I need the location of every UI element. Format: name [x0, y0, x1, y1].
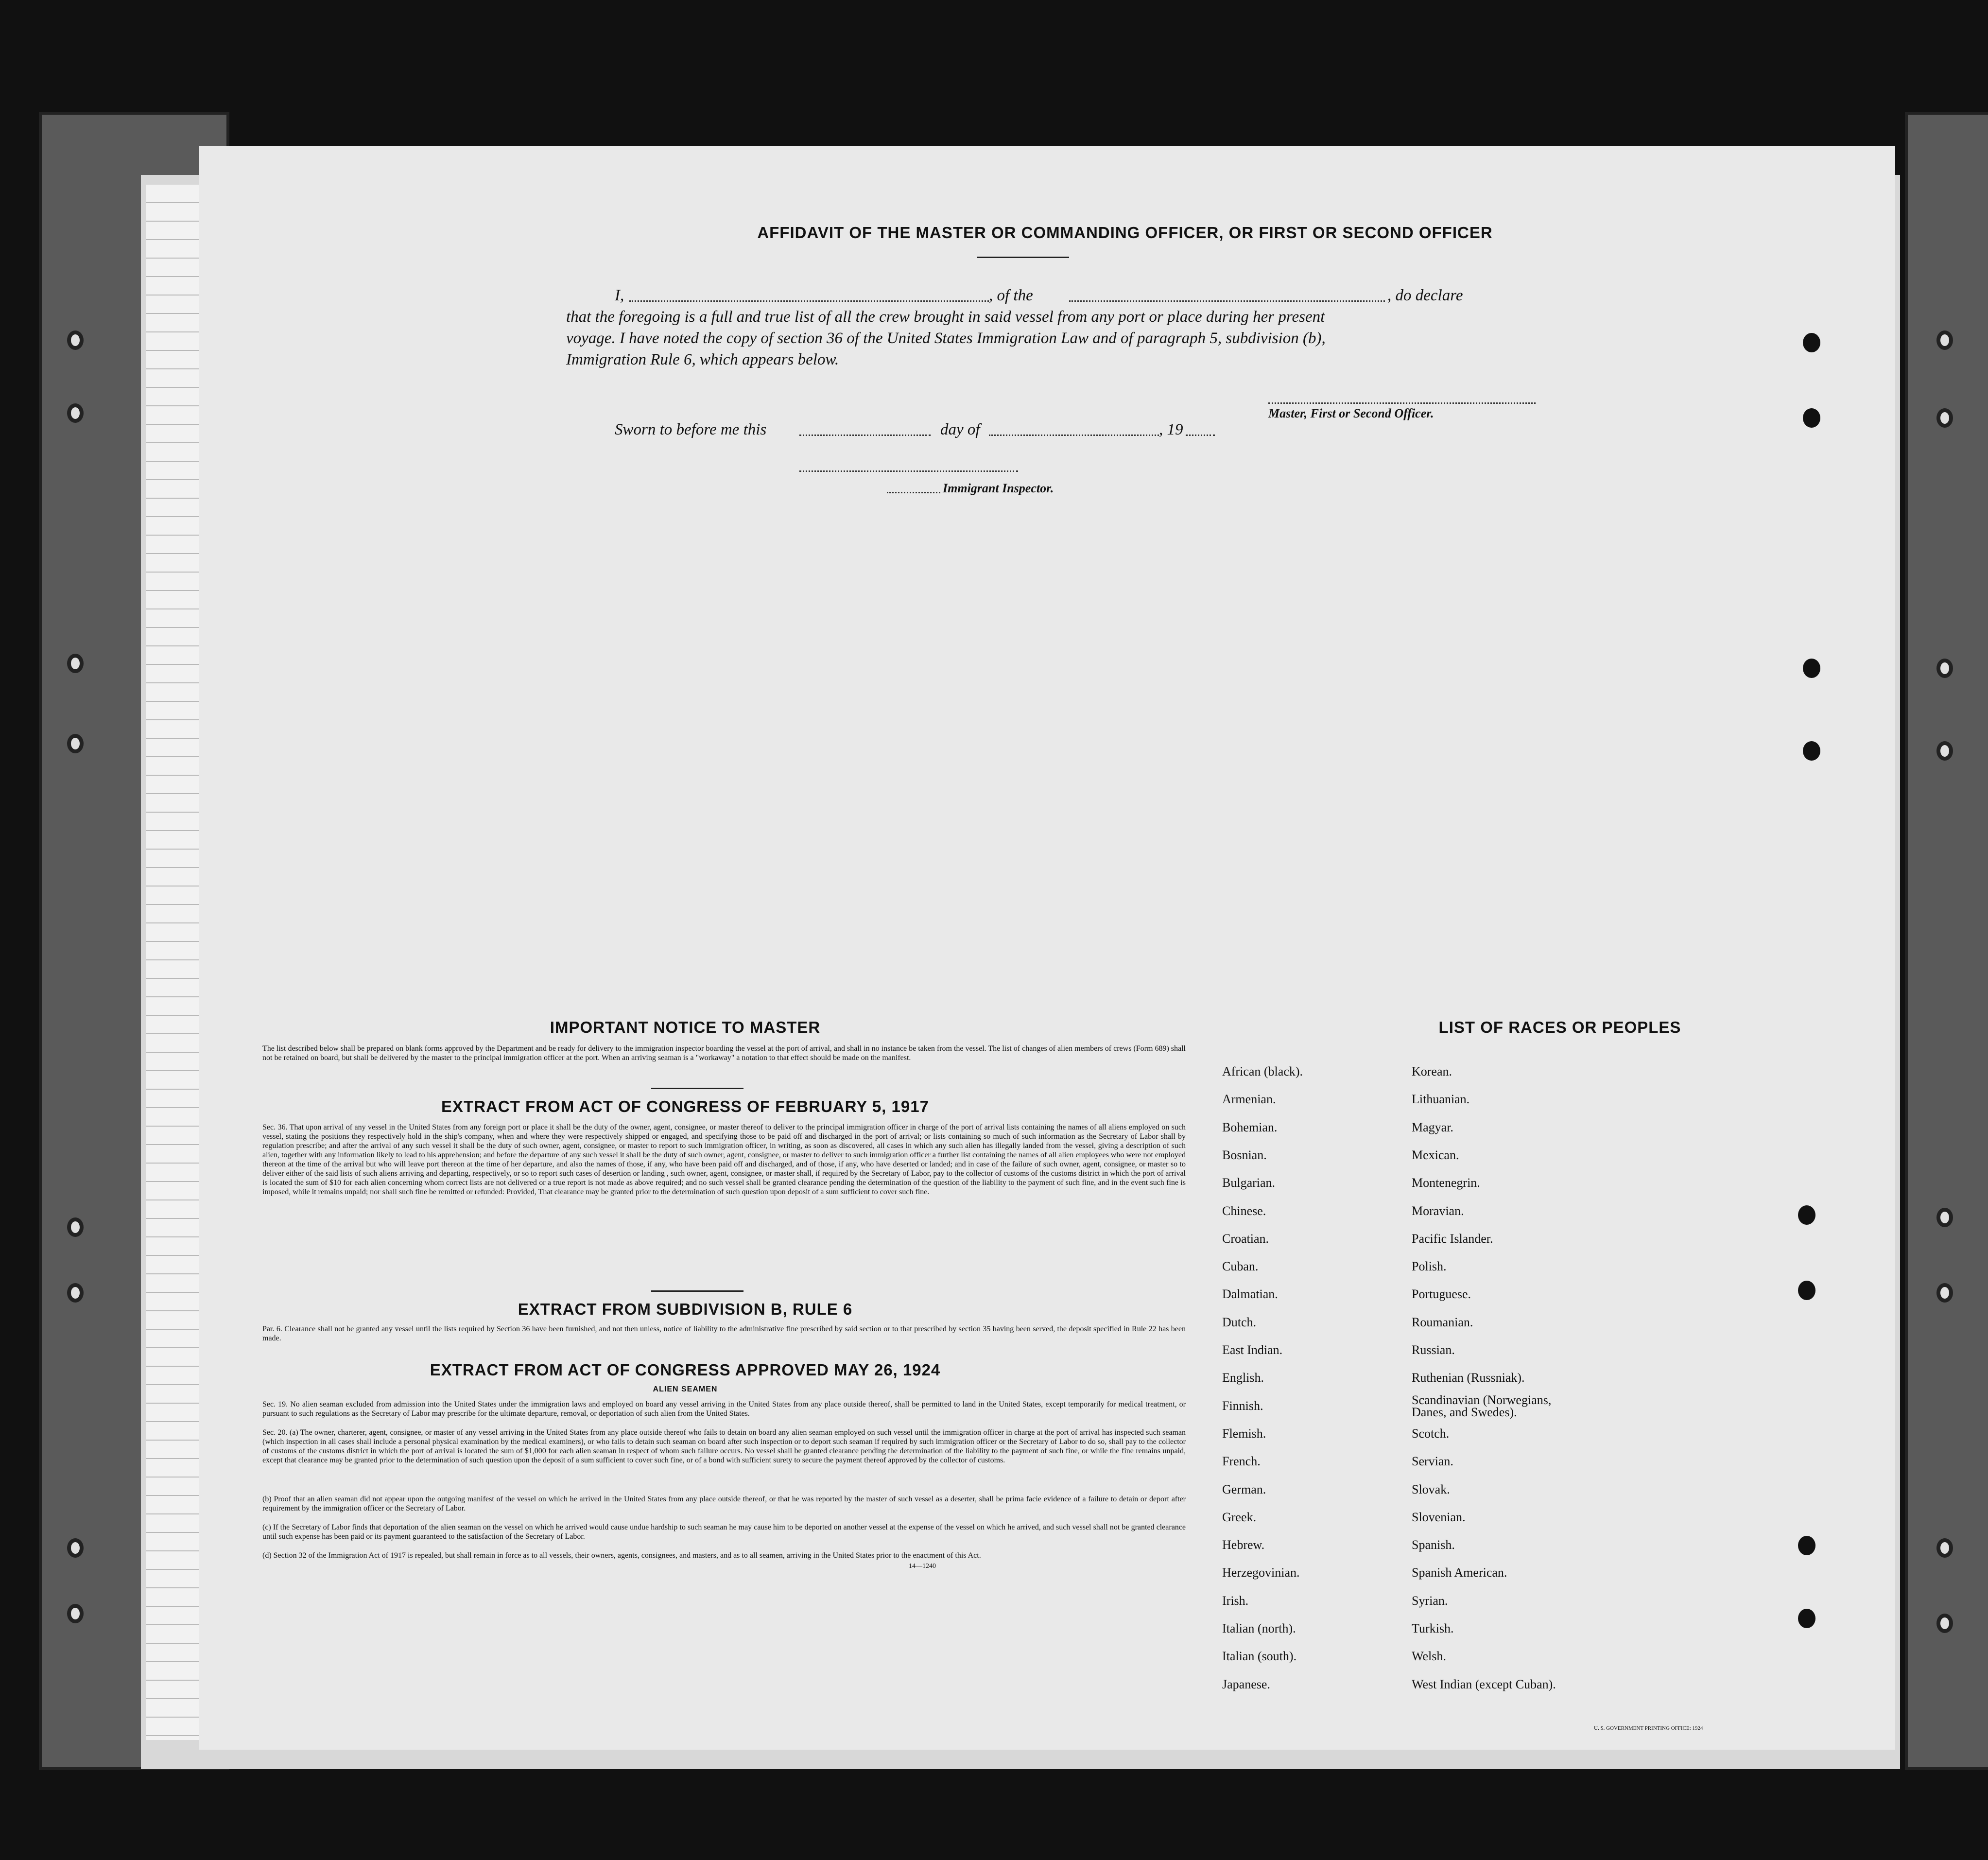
page-hole [1803, 333, 1820, 352]
race-item: Chinese. [1222, 1204, 1266, 1218]
race-item: Japanese. [1222, 1677, 1270, 1691]
race-item: Turkish. [1412, 1621, 1454, 1635]
punch-hole [1936, 659, 1953, 678]
inspector-dots [887, 492, 940, 493]
race-item: Pacific Islander. [1412, 1232, 1493, 1246]
notice-title: IMPORTANT NOTICE TO MASTER [550, 1018, 821, 1036]
month-blank [989, 435, 1159, 436]
page-hole [1803, 408, 1820, 428]
race-item-scandinavian-cont: Danes, and Swedes). [1412, 1405, 1517, 1419]
page-hole [1803, 741, 1820, 761]
master-signature-line [1268, 402, 1536, 404]
extract-1917-title: EXTRACT FROM ACT OF CONGRESS OF FEBRUARY 5, 1917 [441, 1097, 929, 1115]
day-blank [799, 435, 931, 436]
sec20d-text: (d) Section 32 of the Immigration Act of 1917 is repealed, but shall remain in force as to all vessels, their owners, agents, consignees, and masters, and as to all seamen, arriving in the United States prior to the enactment of this Act. [262, 1551, 981, 1560]
race-item: Slovak. [1412, 1482, 1450, 1496]
race-item: Montenegrin. [1412, 1176, 1480, 1190]
race-item: Roumanian. [1412, 1315, 1473, 1329]
punch-hole [67, 403, 84, 423]
inspector-label: Immigrant Inspector. [943, 481, 1054, 495]
sworn-text: Sworn to before me this [615, 421, 767, 438]
affidavit-of-the: , of the [989, 287, 1033, 304]
race-item: Bohemian. [1222, 1120, 1278, 1134]
inspector-signature-line [799, 470, 1018, 472]
sec19-text: Sec. 19. No alien seaman excluded from admission into the United States under the immigration laws and employed on board any vessel arriving in the United States from any place outside thereof, shall be permitted to land in the United States, except temporarily for medical treatment, or pursuant to such regulations as the Secretary of Labor may prescribe for the ultimate departure, removal, or deportation of such alien from the United States. [262, 1400, 1186, 1418]
page-hole [1798, 1281, 1815, 1300]
extract-1917-text: Sec. 36. That upon arrival of any vessel in the United States from any foreign port or place it shall be the duty of the owner, agent, consignee, or master thereof to deliver to the principal immigration officer in charge of the port of arrival lists containing the names of all aliens employed on such vessel, stating the positions they respectively hold in the ship's company, when and where they were respectively shipped or engaged, and specifying those to be paid off and discharged in the port of arrival; or lists containing so much of such information as the Secretary of Labor shall by regulation prescribe; and after the arrival of any such vessel it shall be the duty of such owner, agent, consignee, or master to report to such immigration officer, in writing, as soon as discovered, all cases in which any such alien has illegally landed from the vessel, giving a description of such alien, together with any information likely to lead to his apprehension; and before the departure of any such vessel it shall be the duty of such owner, agent, consignee, or master to deliver to such immigration officer a further list containing the names of all alien employees who were not employed thereon at the time of the arrival but who will leave port thereon at the time of her departure, and also the names of those, if any, who have been paid off and discharged, and of those, if any, who have deserted or landed; and in case of the failure of such owner, agent, consignee, or master so to deliver either of the said lists of such aliens arriving and departing, respectively, or so to report such cases of desertion or landing , such owner, agent, consignee, or master shall, if required by the Secretary of Labor, pay to the collector of customs of the customs district in which the port of arrival is located the sum of $10 for each alien concerning whom correct lists are not delivered or a true report is not made as above required; and no such vessel shall be granted clearance pending the determination of the question of the liability to the payment of such fine, and in the event such fine is imposed, while it remains unpaid; nor shall such fine be remitted or refunded: Provided, That clearance may be granted prior to the determination of such question upon deposit of a sum sufficient to cover such fine. [262, 1123, 1186, 1196]
races-title: LIST OF RACES OR PEOPLES [1438, 1018, 1681, 1036]
punch-hole [67, 1217, 84, 1237]
race-item: Moravian. [1412, 1204, 1464, 1218]
sec20a-text: Sec. 20. (a) The owner, charterer, agent, consignee, or master of any vessel arriving in the United States from any place outside thereof who fails to detain on board any alien seaman employed on such vessel until the immigration officer in charge at the port of arrival has inspected such seaman (which inspection in all cases shall include a personal physical examination by the medical examiners), or who fails to detain such seaman on board after such inspection or to deport such seaman if required by such immigration officer or the Secretary of Labor to do so, shall pay to the collector of customs of the customs district in which the port of arrival is located the sum of $1,000 for each alien seaman in respect of whom such failure occurs. No vessel shall be granted clearance pending the determination of the liability to the payment of such fine, or while the fine remains unpaid, except that clearance may be granted prior to the determination of such question upon the deposit of a sum sufficient to cover such fine, or of a bond with sufficient surety to secure the payment thereof approved by the collector of customs. [262, 1428, 1186, 1464]
punch-hole [1936, 330, 1953, 350]
punch-hole [1936, 741, 1953, 761]
race-item: Korean. [1412, 1064, 1452, 1078]
vessel-blank [1069, 300, 1385, 302]
race-item: Dalmatian. [1222, 1287, 1278, 1301]
race-item: Magyar. [1412, 1120, 1453, 1134]
form-number: 14—1240 [909, 1563, 936, 1570]
race-item: West Indian (except Cuban). [1412, 1677, 1556, 1691]
race-item: Lithuanian. [1412, 1092, 1470, 1106]
rule6-text: Par. 6. Clearance shall not be granted any vessel until the lists required by Section 36 have been furnished, and not then unless, notice of liability to the administrative fine prescribed by said section or to that prescribed by section 35 having been served, the deposit specified in Rule 22 has been made. [262, 1325, 1186, 1342]
extract-1924-title: EXTRACT FROM ACT OF CONGRESS APPROVED MAY 26, 1924 [430, 1361, 941, 1379]
affidavit-line2: that the foregoing is a full and true list of all the crew brought in said vessel from any port or place during her present [566, 308, 1325, 326]
race-item: Mexican. [1412, 1148, 1459, 1162]
race-item: Spanish. [1412, 1538, 1455, 1552]
race-item: Cuban. [1222, 1259, 1259, 1273]
race-item: Herzegovinian. [1222, 1565, 1300, 1580]
punch-hole [67, 1538, 84, 1558]
page-hole [1798, 1205, 1815, 1225]
page-hole [1803, 659, 1820, 678]
notice-text: The list described below shall be prepared on blank forms approved by the Department and be ready for delivery to the immigration inspector boarding the vessel at the port of arrival, and shall in no instance be taken from the vessel. The list of changes of alien members of crews (Form 689) shall not be retained on board, but shall be delivered by the master to the principal immigration officer at the port. When an arriving seaman is a "workaway" a notation to that effect should be made on the manifest. [262, 1044, 1186, 1062]
race-item: French. [1222, 1454, 1261, 1468]
sec20b-text: (b) Proof that an alien seaman did not appear upon the outgoing manifest of the vessel on which he arrived in the United States from any place outside thereof, or that he was reported by the master of such vessel as a deserter, shall be prima facie evidence of a failure to detain or deport after requirement by the immigration officer or the Secretary of Labor. [262, 1495, 1186, 1512]
race-item: Dutch. [1222, 1315, 1257, 1329]
affidavit-line3: voyage. I have noted the copy of section 36 of the United States Immigration Law and of paragraph 5, subdivision (b), [566, 330, 1326, 347]
race-item: Finnish. [1222, 1399, 1263, 1413]
race-item: Polish. [1412, 1259, 1447, 1273]
race-item: African (black). [1222, 1064, 1303, 1078]
race-item: Portuguese. [1412, 1287, 1471, 1301]
race-item: Servian. [1412, 1454, 1453, 1468]
punch-hole [1936, 1283, 1953, 1303]
binder-right-panel [1905, 112, 1988, 1770]
page-hole [1798, 1609, 1815, 1628]
punch-hole [67, 734, 84, 753]
punch-hole [67, 654, 84, 673]
punch-hole [67, 1604, 84, 1623]
affidavit-title: AFFIDAVIT OF THE MASTER OR COMMANDING OFFICER, OR FIRST OR SECOND OFFICER [757, 224, 1493, 242]
race-item: Irish. [1222, 1594, 1249, 1608]
rule6-title: EXTRACT FROM SUBDIVISION B, RULE 6 [518, 1300, 853, 1318]
affidavit-line4: Immigration Rule 6, which appears below. [566, 351, 839, 368]
race-item: Slovenian. [1412, 1510, 1466, 1524]
sec20c-text: (c) If the Secretary of Labor finds that deportation of the alien seaman on the vessel on which he arrived would cause undue hardship to such seaman he may cause him to be deported on another vessel at the expense of the vessel on which he arrived, and such vessel shall not be granted clearance until such expense has been paid or its payment guaranteed to the satisfaction of the Secretary of Labor. [262, 1523, 1186, 1541]
race-item: Italian (north). [1222, 1621, 1296, 1635]
race-item: Armenian. [1222, 1092, 1276, 1106]
punch-hole [1936, 1208, 1953, 1227]
master-signature-label: Master, First or Second Officer. [1268, 406, 1434, 420]
name-blank [629, 300, 989, 302]
race-item: Spanish American. [1412, 1565, 1507, 1580]
printer-imprint: U. S. GOVERNMENT PRINTING OFFICE: 1924 [1594, 1725, 1703, 1731]
race-item: Scandinavian (Norwegians, [1412, 1393, 1552, 1407]
race-item: Welsh. [1412, 1649, 1446, 1663]
race-item: Croatian. [1222, 1232, 1269, 1246]
year-blank [1186, 435, 1215, 436]
affidavit-declare: , do declare [1387, 287, 1463, 304]
affidavit-i: I, [615, 287, 624, 304]
race-item: Scotch. [1412, 1426, 1450, 1441]
race-item: East Indian. [1222, 1343, 1283, 1357]
race-item: Greek. [1222, 1510, 1257, 1524]
title-rule [977, 257, 1069, 258]
race-item: Flemish. [1222, 1426, 1266, 1441]
notice-rule [651, 1088, 743, 1089]
manifest-back-page [199, 146, 1895, 1750]
race-item: Ruthenian (Russniak). [1412, 1371, 1525, 1385]
race-item: Russian. [1412, 1343, 1455, 1357]
alien-seamen-subtitle: ALIEN SEAMEN [653, 1385, 718, 1393]
punch-hole [67, 1283, 84, 1303]
page-hole [1798, 1536, 1815, 1555]
punch-hole [1936, 1614, 1953, 1633]
punch-hole [67, 330, 84, 350]
race-item: Bosnian. [1222, 1148, 1267, 1162]
day-of-text: day of [940, 421, 980, 438]
race-item: English. [1222, 1371, 1264, 1385]
race-item: Italian (south). [1222, 1649, 1297, 1663]
race-item: Bulgarian. [1222, 1176, 1276, 1190]
year-text: , 19 [1159, 421, 1183, 438]
punch-hole [1936, 1538, 1953, 1558]
race-item: Hebrew. [1222, 1538, 1265, 1552]
punch-hole [1936, 408, 1953, 428]
race-item: Syrian. [1412, 1594, 1448, 1608]
extract-1917-rule [651, 1290, 743, 1292]
race-item: German. [1222, 1482, 1266, 1496]
